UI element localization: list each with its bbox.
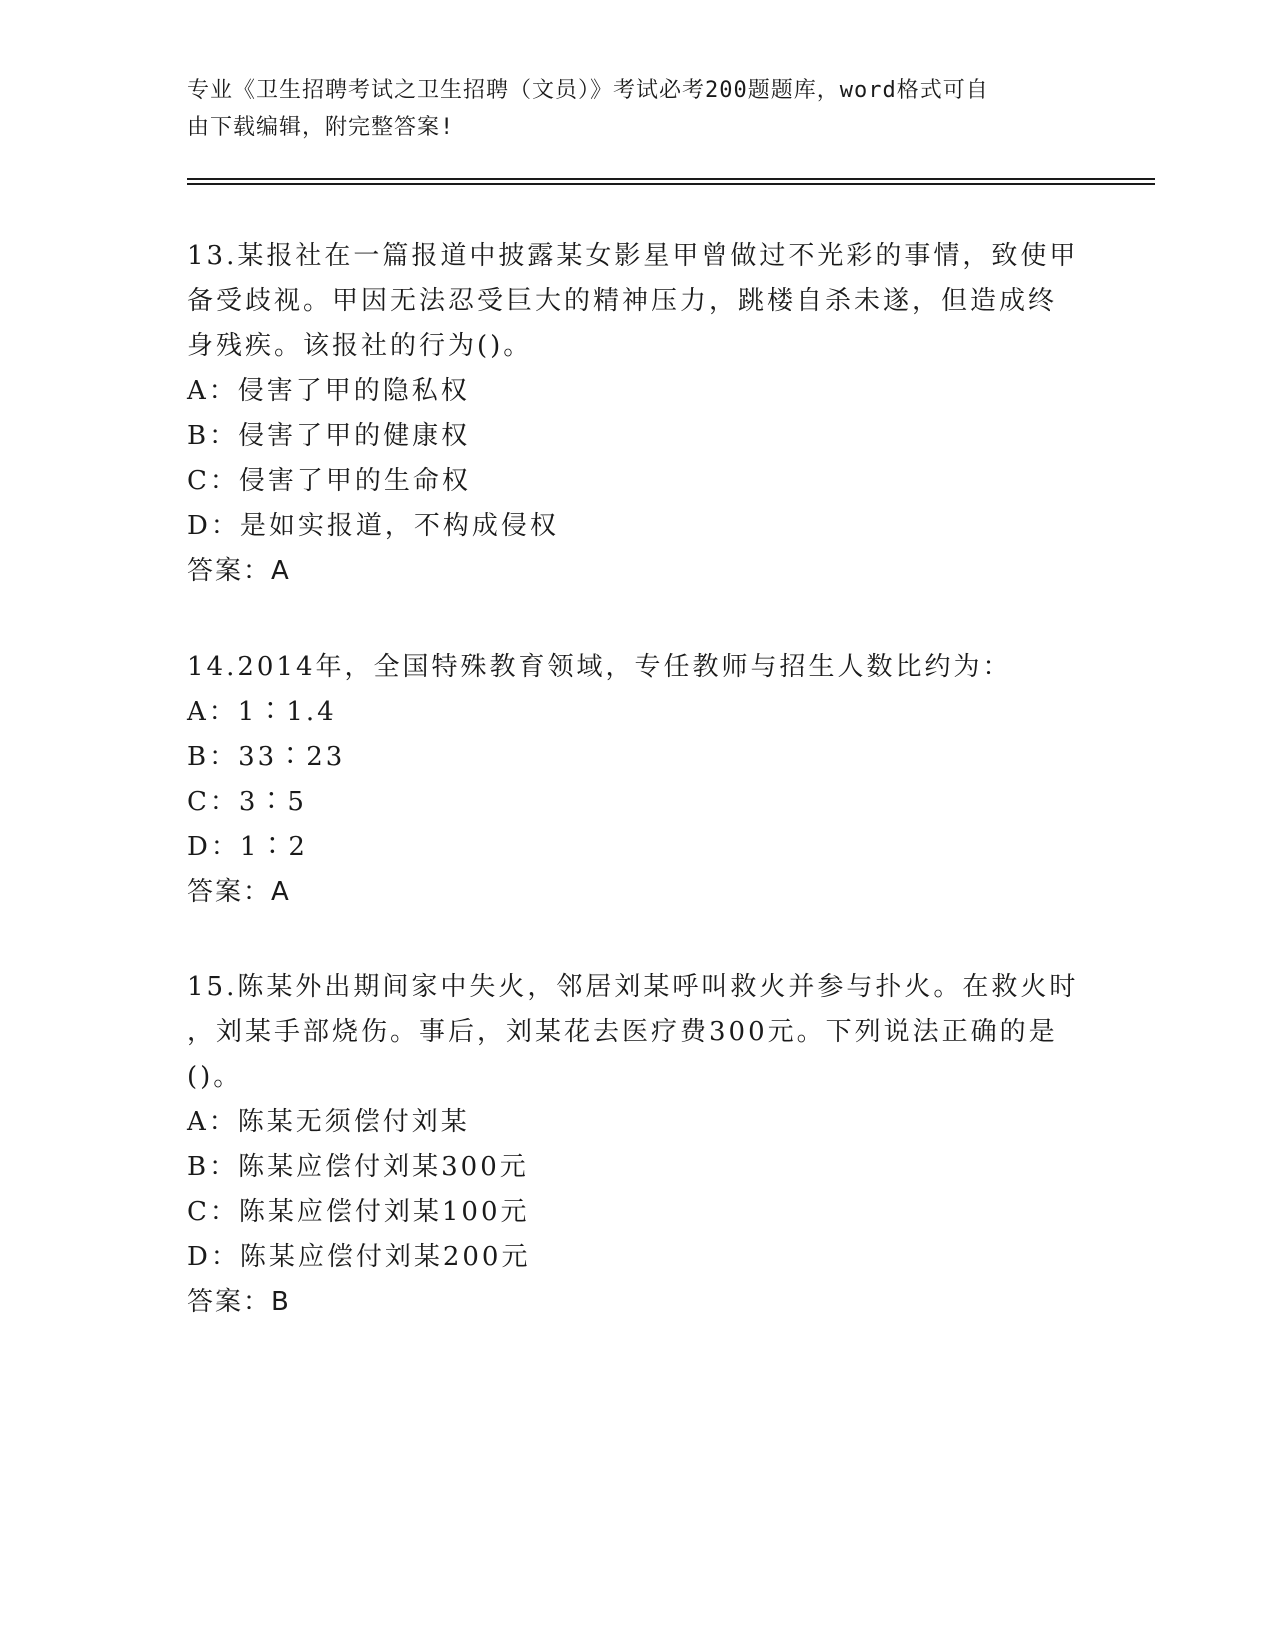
question-15 <box>187 965 1087 1325</box>
question-14 <box>187 645 1087 915</box>
option-b: B：陈某应偿付刘某300元 <box>187 1152 529 1182</box>
question-stem-line: 13.某报社在一篇报道中披露某女影星甲曾做过不光彩的事情，致使甲 <box>187 241 1079 271</box>
option-b: B：侵害了甲的健康权 <box>187 421 471 451</box>
question-stem-line: ()。 <box>187 1062 243 1092</box>
answer-line: 答案：B <box>187 1287 291 1317</box>
question-stem-line: ，刘某手部烧伤。事后，刘某花去医疗费300元。下列说法正确的是 <box>187 1017 1058 1047</box>
header-line-1: 专业《卫生招聘考试之卫生招聘（文员）》考试必考200题题库，word格式可自 <box>187 78 989 103</box>
header-line-2: 由下载编辑，附完整答案! <box>187 115 455 140</box>
option-a: A：1∶1.4 <box>187 697 337 727</box>
answer-line: 答案：A <box>187 877 291 907</box>
answer-line: 答案：A <box>187 556 291 586</box>
question-stem-line: 14.2014年，全国特殊教育领域，专任教师与招生人数比约为： <box>187 652 1012 682</box>
option-c: C：侵害了甲的生命权 <box>187 466 471 496</box>
option-d: D：是如实报道，不构成侵权 <box>187 511 559 541</box>
option-a: A：陈某无须偿付刘某 <box>187 1107 470 1137</box>
option-d: D：1∶2 <box>187 832 308 862</box>
document-header <box>187 72 1087 146</box>
question-13 <box>187 234 1087 594</box>
header-divider-top <box>187 178 1155 180</box>
option-c: C：陈某应偿付刘某100元 <box>187 1197 530 1227</box>
option-a: A：侵害了甲的隐私权 <box>187 376 470 406</box>
question-stem-line: 身残疾。该报社的行为()。 <box>187 331 533 361</box>
option-c: C：3∶5 <box>187 787 307 817</box>
option-b: B：33∶23 <box>187 742 346 772</box>
option-d: D：陈某应偿付刘某200元 <box>187 1242 531 1272</box>
header-divider-bottom <box>187 183 1155 185</box>
question-stem-line: 15.陈某外出期间家中失火，邻居刘某呼叫救火并参与扑火。在救火时 <box>187 972 1079 1002</box>
question-stem-line: 备受歧视。甲因无法忍受巨大的精神压力，跳楼自杀未遂，但造成终 <box>187 286 1058 316</box>
